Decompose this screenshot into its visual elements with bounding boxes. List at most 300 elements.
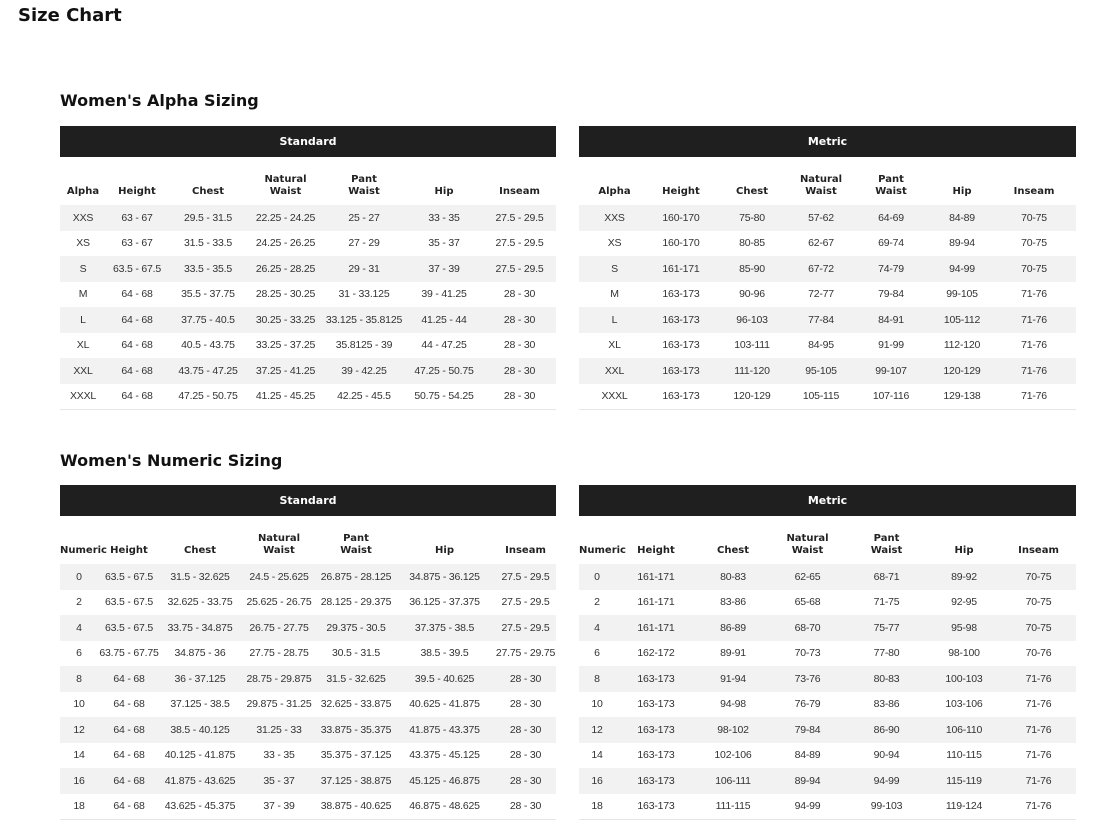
table-cell: 24.25 - 26.25 [248,231,323,257]
table-row [579,358,1076,384]
table-cell: 63.75 - 67.75 [98,641,160,667]
table-cell: 64 - 68 [98,768,160,794]
table-cell: 99-105 [932,282,992,308]
table-row [579,205,1076,231]
table-cell: 64 - 68 [106,384,168,410]
table-cell: 63.5 - 67.5 [98,615,160,641]
table-cell: 43.625 - 45.375 [160,794,240,820]
table-cell: 18 [60,794,98,820]
table-cell: 63.5 - 67.5 [98,564,160,590]
column-header: Inseam [1018,545,1059,556]
table-cell: 8 [60,666,98,692]
column-header: Height [637,545,675,556]
table-cell: 8 [579,666,615,692]
table-cell: 25.625 - 26.75 [240,590,318,616]
table-cell: 70-75 [1001,564,1076,590]
table-cell: 100-103 [927,666,1001,692]
table-cell: 28 - 30 [483,384,556,410]
table-cell: 161-171 [615,615,697,641]
table-cell: 75-80 [712,205,792,231]
table-cell: 111-120 [712,358,792,384]
table-cell: 27.5 - 29.5 [483,205,556,231]
table-cell: XXS [60,205,106,231]
table-cell: 18 [579,794,615,820]
table-row [60,615,556,641]
table-cell: 64 - 68 [106,307,168,333]
table-cell: 33 - 35 [240,743,318,769]
table-cell: 103-106 [927,692,1001,718]
table-cell: 111-115 [697,794,769,820]
table-cell: 38.5 - 40.125 [160,717,240,743]
table-cell: 42.25 - 45.5 [323,384,405,410]
table-cell: 106-110 [927,717,1001,743]
table-cell: 31.25 - 33 [240,717,318,743]
table-cell: 37.125 - 38.875 [318,768,394,794]
table-cell: 84-89 [932,205,992,231]
numeric-standard-banner: Standard [60,485,556,516]
table-cell: 68-71 [846,564,927,590]
table-cell: 14 [579,743,615,769]
table-cell: 2 [579,590,615,616]
table-row [579,768,1076,794]
table-cell: 28.125 - 29.375 [318,590,394,616]
table-cell: 32.625 - 33.875 [318,692,394,718]
table-cell: 120-129 [932,358,992,384]
table-cell: 41.875 - 43.375 [394,717,495,743]
table-cell: 27.75 - 29.75 [495,641,556,667]
table-row [60,717,556,743]
table-cell: 27.75 - 28.75 [240,641,318,667]
table-cell: 112-120 [932,333,992,359]
table-cell: 35.375 - 37.125 [318,743,394,769]
table-cell: 94-99 [769,794,846,820]
table-cell: 71-76 [992,333,1076,359]
table-cell: 31 - 33.125 [323,282,405,308]
table-cell: 105-112 [932,307,992,333]
table-cell: 33.125 - 35.8125 [323,307,405,333]
table-cell: 70-76 [1001,641,1076,667]
table-row [579,794,1076,820]
table-cell: 64 - 68 [98,717,160,743]
table-cell: 33.875 - 35.375 [318,717,394,743]
table-cell: 103-111 [712,333,792,359]
table-cell: 12 [579,717,615,743]
table-cell: 79-84 [850,282,932,308]
table-cell: 89-94 [932,231,992,257]
table-cell: XXL [579,358,650,384]
table-cell: 22.25 - 24.25 [248,205,323,231]
table-cell: 71-76 [992,358,1076,384]
table-cell: 84-89 [769,743,846,769]
table-row [60,358,556,384]
column-header: Pant Waist [875,174,907,197]
table-cell: 26.875 - 28.125 [318,564,394,590]
table-row [60,641,556,667]
table-cell: 106-111 [697,768,769,794]
table-cell: 115-119 [927,768,1001,794]
table-cell: 161-171 [615,564,697,590]
table-cell: 89-91 [697,641,769,667]
table-cell: 41.25 - 45.25 [248,384,323,410]
table-cell: 98-102 [697,717,769,743]
table-row [579,590,1076,616]
table-cell: XS [579,231,650,257]
column-header: Chest [192,186,224,197]
table-cell: 119-124 [927,794,1001,820]
table-cell: 6 [60,641,98,667]
table-cell: 163-173 [650,358,712,384]
table-cell: 98-100 [927,641,1001,667]
table-cell: 84-91 [850,307,932,333]
table-cell: 120-129 [712,384,792,410]
table-cell: 77-84 [792,307,850,333]
table-cell: 163-173 [650,307,712,333]
table-cell: 161-171 [650,256,712,282]
column-header: Chest [736,186,768,197]
table-cell: 26.25 - 28.25 [248,256,323,282]
table-cell: 162-172 [615,641,697,667]
table-cell: 84-95 [792,333,850,359]
table-cell: 29 - 31 [323,256,405,282]
table-cell: 71-76 [1001,768,1076,794]
table-cell: 163-173 [615,666,697,692]
table-cell: 80-83 [846,666,927,692]
table-cell: 14 [60,743,98,769]
table-cell: 70-75 [1001,615,1076,641]
table-cell: 63.5 - 67.5 [98,590,160,616]
table-cell: 71-76 [1001,743,1076,769]
table-cell: 90-94 [846,743,927,769]
table-cell: 29.875 - 31.25 [240,692,318,718]
table-cell: 62-67 [792,231,850,257]
column-header: Natural Waist [264,174,307,197]
table-cell: 64 - 68 [106,282,168,308]
table-row [60,256,556,282]
table-cell: 99-107 [850,358,932,384]
column-header: Natural Waist [799,174,843,197]
table-cell: 110-115 [927,743,1001,769]
table-cell: 46.875 - 48.625 [394,794,495,820]
table-cell: 64 - 68 [98,794,160,820]
table-cell: 45.125 - 46.875 [394,768,495,794]
numeric-metric-banner: Metric [579,485,1076,516]
table-cell: 43.375 - 45.125 [394,743,495,769]
table-cell: 71-76 [992,384,1076,410]
table-cell: S [60,256,106,282]
table-cell: 95-105 [792,358,850,384]
table-cell: 91-94 [697,666,769,692]
table-cell: 69-74 [850,231,932,257]
table-cell: 75-77 [846,615,927,641]
table-cell: 94-99 [846,768,927,794]
table-cell: 33.75 - 34.875 [160,615,240,641]
table-cell: 35 - 37 [405,231,483,257]
table-cell: 89-94 [769,768,846,794]
table-cell: 64-69 [850,205,932,231]
table-cell: 39.5 - 40.625 [394,666,495,692]
table-cell: 86-89 [697,615,769,641]
table-cell: XS [60,231,106,257]
table-cell: 25 - 27 [323,205,405,231]
table-cell: 71-76 [1001,692,1076,718]
column-header: Chest [717,545,749,556]
alpha-metric-table [579,126,1076,410]
table-cell: 85-90 [712,256,792,282]
page-title: Size Chart [18,5,122,26]
numeric-metric-table [579,485,1076,820]
column-header: Alpha [66,186,100,197]
column-header: Natural Waist [257,533,301,556]
table-cell: 70-75 [992,205,1076,231]
table-cell: L [60,307,106,333]
table-cell: 67-72 [792,256,850,282]
table-row [579,333,1076,359]
table-cell: 72-77 [792,282,850,308]
table-row [60,231,556,257]
column-header: Hip [434,186,454,197]
table-cell: 38.5 - 39.5 [394,641,495,667]
table-cell: 35.5 - 37.75 [168,282,248,308]
table-cell: 47.25 - 50.75 [168,384,248,410]
table-cell: 70-75 [1001,590,1076,616]
table-cell: 96-103 [712,307,792,333]
table-cell: 0 [60,564,98,590]
table-cell: 92-95 [927,590,1001,616]
table-cell: 10 [579,692,615,718]
alpha-standard-table [60,126,556,410]
table-row [579,692,1076,718]
table-cell: 163-173 [615,794,697,820]
table-row [60,768,556,794]
table-cell: 36 - 37.125 [160,666,240,692]
table-cell: 28 - 30 [483,307,556,333]
table-cell: 27.5 - 29.5 [483,256,556,282]
table-cell: 63 - 67 [106,231,168,257]
column-header: Pant Waist [870,533,903,556]
table-cell: 39 - 42.25 [323,358,405,384]
table-row [579,256,1076,282]
alpha-section-title: Women's Alpha Sizing [60,91,259,110]
table-cell: 40.5 - 43.75 [168,333,248,359]
table-cell: 28 - 30 [483,333,556,359]
table-cell: 37 - 39 [405,256,483,282]
table-cell: 77-80 [846,641,927,667]
table-cell: 30.25 - 33.25 [248,307,323,333]
table-cell: 163-173 [650,333,712,359]
table-cell: 28 - 30 [495,692,556,718]
column-header: Pant Waist [348,174,380,197]
table-cell: 28 - 30 [495,768,556,794]
table-cell: 80-85 [712,231,792,257]
table-cell: XXS [579,205,650,231]
table-cell: 4 [60,615,98,641]
table-cell: 74-79 [850,256,932,282]
table-cell: 27 - 29 [323,231,405,257]
table-cell: 80-83 [697,564,769,590]
table-cell: 34.875 - 36 [160,641,240,667]
table-cell: 99-103 [846,794,927,820]
table-row [579,717,1076,743]
table-cell: 65-68 [769,590,846,616]
column-header: Hip [952,186,972,197]
table-cell: 35 - 37 [240,768,318,794]
table-cell: 64 - 68 [98,692,160,718]
table-row [579,743,1076,769]
table-row [60,564,556,590]
table-cell: XL [60,333,106,359]
table-cell: 30.5 - 31.5 [318,641,394,667]
table-cell: 32.625 - 33.75 [160,590,240,616]
table-cell: 68-70 [769,615,846,641]
table-row [60,794,556,820]
table-cell: 163-173 [650,384,712,410]
table-cell: 16 [60,768,98,794]
table-row [60,384,556,410]
table-cell: 163-173 [615,717,697,743]
table-cell: 40.625 - 41.875 [394,692,495,718]
column-header: Height [662,186,700,197]
table-cell: 71-76 [992,307,1076,333]
table-cell: 86-90 [846,717,927,743]
table-row [579,666,1076,692]
table-cell: 163-173 [650,282,712,308]
table-row [60,333,556,359]
table-cell: 10 [60,692,98,718]
table-cell: 28 - 30 [495,717,556,743]
table-cell: 89-92 [927,564,1001,590]
alpha-standard-banner: Standard [60,126,556,157]
table-cell: M [60,282,106,308]
table-cell: 33 - 35 [405,205,483,231]
table-row [60,743,556,769]
column-header: Inseam [505,545,546,556]
table-cell: L [579,307,650,333]
table-row [60,205,556,231]
column-header: Natural Waist [786,533,829,556]
table-cell: 33.25 - 37.25 [248,333,323,359]
table-cell: 37.75 - 40.5 [168,307,248,333]
table-cell: 161-171 [615,590,697,616]
table-cell: 79-84 [769,717,846,743]
table-row [579,564,1076,590]
table-cell: 64 - 68 [106,358,168,384]
table-cell: 28.75 - 29.875 [240,666,318,692]
table-cell: 83-86 [697,590,769,616]
table-row [579,384,1076,410]
table-row [60,692,556,718]
table-cell: XXXL [579,384,650,410]
table-cell: 26.75 - 27.75 [240,615,318,641]
table-row [579,615,1076,641]
table-cell: 35.8125 - 39 [323,333,405,359]
table-row [579,282,1076,308]
table-cell: 28 - 30 [495,794,556,820]
table-cell: 37.125 - 38.5 [160,692,240,718]
table-cell: 6 [579,641,615,667]
table-cell: 16 [579,768,615,794]
table-cell: 160-170 [650,231,712,257]
table-cell: 47.25 - 50.75 [405,358,483,384]
table-cell: 64 - 68 [98,743,160,769]
table-cell: 70-75 [992,231,1076,257]
table-row [60,282,556,308]
table-cell: XXL [60,358,106,384]
table-cell: 94-98 [697,692,769,718]
table-cell: 41.25 - 44 [405,307,483,333]
table-cell: 31.5 - 32.625 [160,564,240,590]
table-cell: 91-99 [850,333,932,359]
column-header: Hip [435,545,454,556]
table-row [60,666,556,692]
table-cell: 102-106 [697,743,769,769]
table-cell: 63.5 - 67.5 [106,256,168,282]
table-cell: 163-173 [615,743,697,769]
table-cell: 29.375 - 30.5 [318,615,394,641]
table-cell: 105-115 [792,384,850,410]
table-row [60,590,556,616]
table-cell: 29.5 - 31.5 [168,205,248,231]
table-cell: 76-79 [769,692,846,718]
table-cell: 37.25 - 41.25 [248,358,323,384]
table-cell: 163-173 [615,692,697,718]
column-header: Chest [184,545,216,556]
table-cell: 70-75 [992,256,1076,282]
table-cell: XXXL [60,384,106,410]
table-cell: 34.875 - 36.125 [394,564,495,590]
column-header: Inseam [1013,186,1055,197]
table-cell: 40.125 - 41.875 [160,743,240,769]
table-cell: 62-65 [769,564,846,590]
table-cell: 27.5 - 29.5 [495,564,556,590]
table-cell: 28.25 - 30.25 [248,282,323,308]
table-row [60,307,556,333]
table-cell: 37.375 - 38.5 [394,615,495,641]
table-cell: 71-76 [1001,666,1076,692]
table-cell: 28 - 30 [495,743,556,769]
column-header: Height [110,545,148,556]
table-cell: 27.5 - 29.5 [483,231,556,257]
table-row [579,231,1076,257]
column-header: Pant Waist [340,533,372,556]
table-cell: 160-170 [650,205,712,231]
table-cell: 41.875 - 43.625 [160,768,240,794]
table-cell: 24.5 - 25.625 [240,564,318,590]
table-cell: 70-73 [769,641,846,667]
table-cell: 71-76 [1001,717,1076,743]
table-cell: 27.5 - 29.5 [495,615,556,641]
table-cell: 94-99 [932,256,992,282]
table-cell: 71-76 [992,282,1076,308]
table-cell: 63 - 67 [106,205,168,231]
table-cell: 50.75 - 54.25 [405,384,483,410]
table-cell: S [579,256,650,282]
table-cell: 129-138 [932,384,992,410]
table-row [579,641,1076,667]
table-cell: 73-76 [769,666,846,692]
table-cell: 107-116 [850,384,932,410]
numeric-section-title: Women's Numeric Sizing [60,451,283,470]
table-cell: 36.125 - 37.375 [394,590,495,616]
table-cell: 90-96 [712,282,792,308]
table-cell: 31.5 - 32.625 [318,666,394,692]
table-cell: 71-75 [846,590,927,616]
column-header: Height [118,186,156,197]
table-cell: 44 - 47.25 [405,333,483,359]
column-header: Hip [954,545,974,556]
table-cell: 27.5 - 29.5 [495,590,556,616]
table-cell: 95-98 [927,615,1001,641]
table-cell: 12 [60,717,98,743]
